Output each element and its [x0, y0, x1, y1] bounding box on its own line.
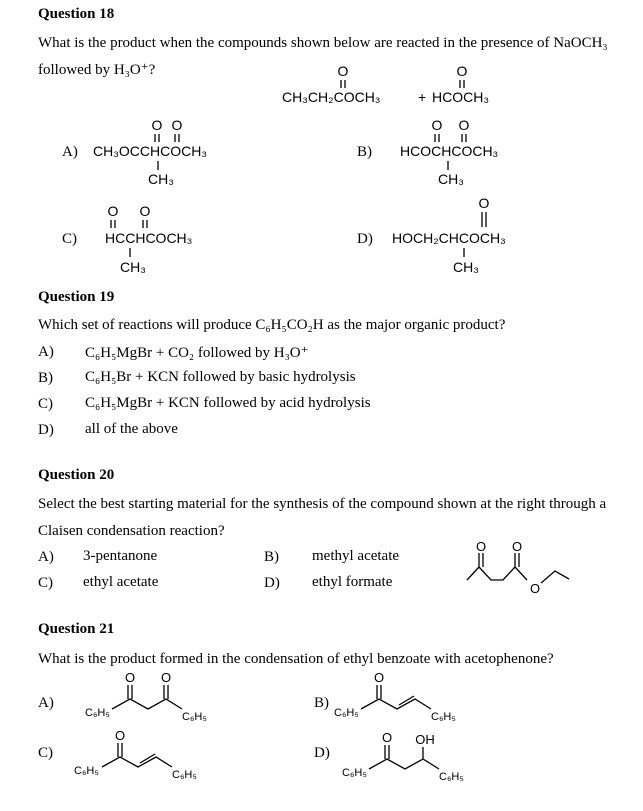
q18-option-a[interactable]: [62, 117, 207, 187]
q21-title: Question 21: [38, 621, 115, 637]
q21-question-text: What is the product formed in the condensation of ethyl benzoate with acetophenone?: [38, 651, 554, 667]
reactant-1-formula: CH₃CH₂COCH₃: [282, 89, 381, 105]
carbonyl-oxygen: O: [171, 117, 183, 133]
option-letter: C): [38, 575, 53, 591]
carbonyl-oxygen: O: [337, 63, 349, 79]
phenyl-label-right: C₆H₅: [172, 769, 197, 781]
phenyl-label-left: C₆H₅: [85, 707, 110, 719]
q20-option-b[interactable]: [264, 548, 279, 566]
q21-structures: [0, 665, 643, 811]
option-letter: B): [264, 549, 279, 565]
option-a-formula: CH₃OCCHCOCH₃: [93, 143, 208, 159]
q20-question-text-2: Claisen condensation reaction?: [38, 523, 225, 539]
reactant-2-formula: HCOCH₃: [432, 89, 490, 105]
option-d-formula: HOCH₂CHCOCH₃: [392, 230, 506, 246]
option-letter: B): [314, 695, 329, 711]
q18-reactant-2: [432, 63, 489, 105]
option-a-methyl: CH₃: [148, 171, 174, 187]
phenyl-label-left: C₆H₅: [334, 707, 359, 719]
option-letter: D): [357, 231, 373, 247]
q20-target-structure: [455, 535, 625, 595]
carbonyl-oxygen: O: [458, 117, 470, 133]
option-letter: D): [264, 575, 280, 591]
option-letter: B): [357, 144, 372, 160]
option-b-formula: HCOCHCOCH₃: [400, 143, 499, 159]
q21-option-b[interactable]: [314, 670, 456, 723]
carbonyl-oxygen: O: [139, 203, 151, 219]
q19-option-a-text: C₆H₅MgBr + CO₂ followed by H₃O⁺: [85, 345, 309, 361]
option-letter: B): [38, 370, 53, 386]
option-letter: C): [38, 396, 53, 412]
option-letter: A): [62, 144, 78, 160]
q18-option-d[interactable]: [357, 195, 506, 275]
option-letter: A): [38, 344, 54, 360]
q20-question-text: Select the best starting material for the synthesis of the compound shown at the right through a: [38, 496, 607, 512]
q19-option-c[interactable]: [38, 395, 53, 413]
q18-reactant-1: [282, 63, 381, 105]
q21-option-d[interactable]: [314, 730, 464, 783]
q18-question-text-2: followed by H₃O⁺?: [38, 62, 156, 78]
phenyl-label-right: C₆H₅: [431, 711, 456, 723]
q19-option-a[interactable]: [38, 343, 54, 361]
q20-option-c-text: ethyl acetate: [83, 574, 159, 590]
q19-title: Question 19: [38, 289, 115, 305]
q18-option-c[interactable]: [62, 203, 192, 275]
q21-option-c[interactable]: [38, 728, 197, 781]
q18-structures: [0, 0, 643, 290]
q21-option-a[interactable]: [38, 670, 207, 723]
hydroxyl-label: OH: [415, 732, 435, 747]
q19-option-d-text: all of the above: [85, 421, 178, 437]
phenyl-label-right: C₆H₅: [439, 771, 464, 783]
q20-title: Question 20: [38, 467, 115, 483]
option-letter: D): [314, 745, 330, 761]
q20-option-a[interactable]: [38, 548, 54, 566]
carbonyl-oxygen: O: [456, 63, 468, 79]
option-c-formula: HCCHCOCH₃: [105, 230, 193, 246]
phenyl-label-left: C₆H₅: [342, 767, 367, 779]
phenyl-label-left: C₆H₅: [74, 765, 99, 777]
q20-option-d[interactable]: [264, 574, 280, 592]
q19-option-b-text: C₆H₅Br + KCN followed by basic hydrolysis: [85, 369, 356, 385]
q20-option-d-text: ethyl formate: [312, 574, 393, 590]
carbonyl-oxygen: O: [124, 670, 136, 685]
carbonyl-oxygen: O: [478, 195, 490, 211]
q18-question-text: What is the product when the compounds shown below are reacted in the presence of NaOCH₃: [38, 35, 608, 51]
carbonyl-oxygen: O: [511, 539, 523, 554]
q19-option-c-text: C₆H₅MgBr + KCN followed by acid hydrolysis: [85, 395, 371, 411]
q20-option-c[interactable]: [38, 574, 53, 592]
option-letter: A): [38, 549, 54, 565]
carbonyl-oxygen: O: [431, 117, 443, 133]
option-c-methyl: CH₃: [120, 259, 146, 275]
q19-option-b[interactable]: [38, 369, 53, 387]
carbonyl-oxygen: O: [475, 539, 487, 554]
ester-oxygen: O: [529, 581, 541, 595]
carbonyl-oxygen: O: [114, 728, 126, 743]
q18-title: Question 18: [38, 6, 115, 22]
option-letter: D): [38, 422, 54, 438]
q20-option-a-text: 3-pentanone: [83, 548, 158, 564]
option-d-methyl: CH₃: [453, 259, 479, 275]
carbonyl-oxygen: O: [151, 117, 163, 133]
option-letter: C): [62, 231, 77, 247]
carbonyl-oxygen: O: [373, 670, 385, 685]
plus-sign: +: [418, 89, 427, 105]
q20-option-b-text: methyl acetate: [312, 548, 400, 564]
q19-question-text: Which set of reactions will produce C₆H₅CO₂H as the major organic product?: [38, 317, 506, 333]
carbonyl-oxygen: O: [107, 203, 119, 219]
q19-option-d[interactable]: [38, 421, 54, 439]
q18-option-b[interactable]: [357, 117, 498, 187]
carbonyl-oxygen: O: [381, 730, 393, 745]
carbonyl-oxygen: O: [160, 670, 172, 685]
option-b-methyl: CH₃: [438, 171, 464, 187]
option-letter: A): [38, 695, 54, 711]
phenyl-label-right: C₆H₅: [182, 711, 207, 723]
option-letter: C): [38, 745, 53, 761]
